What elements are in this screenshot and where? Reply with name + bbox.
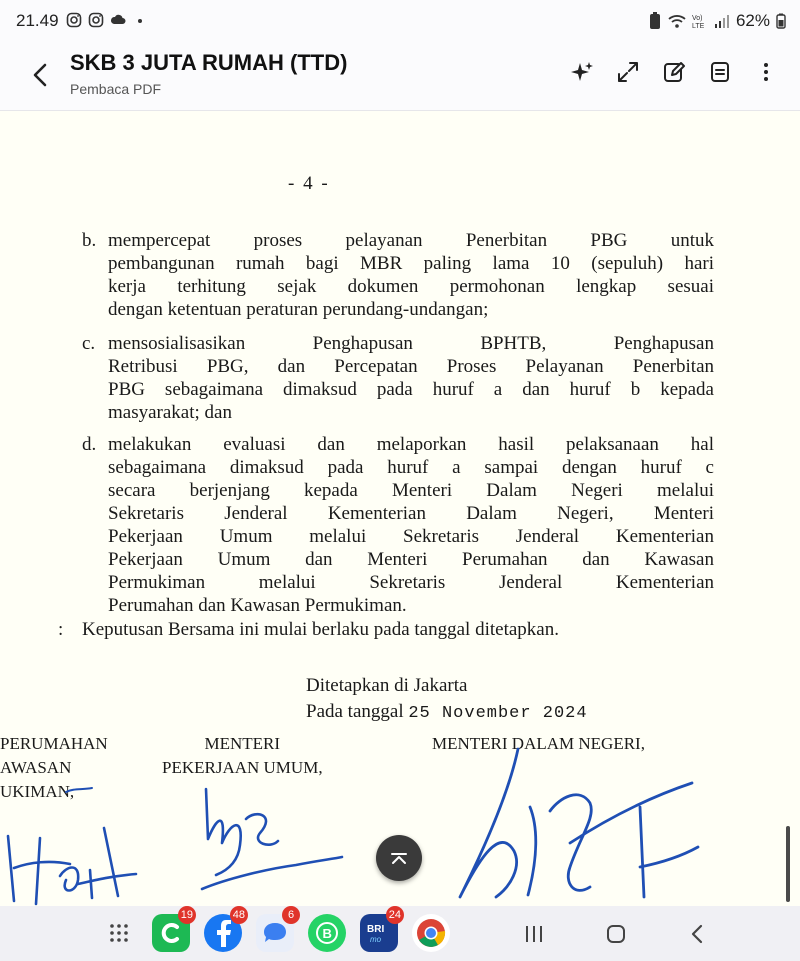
notification-badge: 19: [178, 906, 196, 924]
chat-bubble-icon: [262, 921, 288, 945]
list-item-label: d.: [82, 434, 97, 455]
text-line: mensosialisasikan Penghapusan BPHTB, Penghapusan: [108, 333, 714, 354]
notification-badge: 24: [386, 906, 404, 924]
text-line: dengan ketentuan peraturan perundang-undangan;: [108, 299, 489, 320]
app-green-c-icon[interactable]: [152, 909, 193, 952]
notes-button[interactable]: [706, 58, 734, 86]
c-letter-icon: [158, 920, 184, 946]
app-drawer-button[interactable]: [100, 914, 138, 952]
text-line: pembangunan rumah bagi MBR paling lama 10 (sepuluh) hari: [108, 253, 714, 274]
decree-text: Keputusan Bersama ini mulai berlaku pada tanggal ditetapkan.: [82, 619, 559, 640]
recents-icon: [523, 924, 545, 944]
signatory-public-works-minister: [162, 732, 323, 780]
page-number: - 4 -: [288, 173, 330, 194]
ai-assist-button[interactable]: [568, 58, 596, 86]
svg-text:mo: mo: [370, 935, 382, 944]
text-line: sebagaimana dimaksud pada huruf a sampai dengan huruf c: [108, 457, 714, 478]
pdf-page-view[interactable]: [0, 111, 800, 906]
whatsapp-b-icon: [314, 920, 340, 946]
dot-icon: [132, 12, 148, 28]
app-actions: [568, 58, 780, 86]
chevron-left-icon: [24, 58, 58, 92]
battery-percent: 62%: [735, 11, 770, 30]
text-line: Pekerjaan Umum dan Menteri Perumahan dan Kawasan: [108, 549, 714, 570]
notification-icons: [66, 12, 148, 28]
signatory-line: AWASAN: [0, 758, 72, 777]
svg-text:Vo): Vo): [691, 15, 703, 22]
instagram-icon: [88, 12, 104, 28]
text-line: masyarakat; dan: [108, 402, 232, 423]
svg-text:BRI: BRI: [367, 924, 385, 935]
signature-home-affairs-minister: [430, 747, 700, 906]
ai-sparkle-icon: [570, 60, 594, 84]
app-subtitle: Pembaca PDF: [70, 81, 162, 97]
expand-icon: [616, 60, 640, 84]
signature-public-works-minister: [186, 779, 366, 899]
notification-badge: 48: [230, 906, 248, 924]
battery-icon: [776, 13, 786, 29]
status-time: 21.49: [16, 11, 59, 30]
messages-app-icon[interactable]: [256, 909, 295, 952]
svg-text:LTE: LTE: [691, 23, 705, 30]
facebook-app-icon[interactable]: [204, 909, 245, 952]
more-options-button[interactable]: [752, 58, 780, 86]
list-item-d: [82, 433, 714, 617]
svg-text:B: B: [322, 926, 332, 941]
list-item-label: b.: [82, 230, 97, 251]
stated-place: Ditetapkan di Jakarta: [306, 675, 468, 696]
back-chevron-icon: [687, 923, 709, 945]
back-button[interactable]: [24, 58, 58, 92]
stated-date-row: [306, 699, 588, 727]
list-item-label: c.: [82, 333, 96, 354]
scroll-to-top-button[interactable]: [376, 835, 422, 881]
facebook-f-icon: [211, 919, 235, 947]
list-item-b: [82, 229, 714, 321]
recent-apps-button[interactable]: [520, 920, 548, 948]
more-vert-icon: [754, 60, 778, 84]
text-line: secara berjenjang kepada Menteri Dalam Negeri melalui: [108, 480, 714, 501]
status-bar: [0, 0, 800, 44]
text-line: melakukan evaluasi dan melaporkan hasil pelaksanaan hal: [108, 434, 714, 455]
whatsapp-business-app-icon[interactable]: [308, 914, 346, 952]
wifi-icon: [668, 13, 686, 29]
text-line: Retribusi PBG, dan Percepatan Proses Pelayanan Penerbitan: [108, 356, 714, 377]
signatory-line: MENTERI DALAM NEGERI,: [432, 734, 645, 753]
stated-date: 25 November 2024: [408, 704, 588, 723]
list-item-c: [82, 332, 714, 424]
scrollbar-thumb[interactable]: [786, 826, 790, 902]
chevron-up-double-icon: [388, 847, 410, 869]
notification-badge: 6: [282, 906, 300, 924]
navigation-bar: [0, 906, 800, 961]
text-line: kerja terhitung sejak dokumen permohonan lengkap sesuai: [108, 276, 714, 297]
text-line: Pekerjaan Umum melalui Sekretaris Jenderal Kementerian: [108, 526, 714, 547]
system-back-button[interactable]: [684, 920, 712, 948]
signatory-line: PEKERJAAN UMUM,: [162, 758, 323, 777]
stated-block: [306, 673, 588, 727]
home-icon: [605, 923, 627, 945]
chrome-app-icon[interactable]: [412, 914, 450, 952]
signal-icon: [714, 13, 730, 29]
text-line: Perumahan dan Kawasan Permukiman.: [108, 595, 407, 616]
decree-colon: :: [58, 619, 64, 640]
cloud-icon: [110, 12, 126, 28]
notes-icon: [708, 60, 732, 84]
stated-date-label: Pada tanggal: [306, 701, 404, 722]
status-right: [648, 11, 786, 31]
app-dock: [100, 909, 450, 952]
edit-icon: [662, 60, 686, 84]
battery-saver-icon: [648, 12, 662, 30]
edit-button[interactable]: [660, 58, 688, 86]
instagram-icon: [66, 12, 82, 28]
app-bar: [0, 44, 800, 111]
signatory-line: PERUMAHAN: [0, 734, 108, 753]
fullscreen-button[interactable]: [614, 58, 642, 86]
volte-icon: [692, 12, 708, 30]
list-item-text: [108, 229, 714, 321]
list-item-text: [108, 332, 714, 424]
list-item-text: [108, 433, 714, 617]
text-line: Permukiman melalui Sekretaris Jenderal Kementerian: [108, 572, 714, 593]
home-button[interactable]: [602, 920, 630, 948]
text-line: mempercepat proses pelayanan Penerbitan PBG untuk: [108, 230, 714, 251]
apps-grid-icon: [108, 922, 130, 944]
signature-housing-minister: [0, 776, 150, 906]
text-line: Sekretaris Jenderal Kementerian Dalam Negeri, Menteri: [108, 503, 714, 524]
signatory-line: MENTERI: [204, 734, 281, 753]
signatory-line: UKIMAN,: [0, 782, 75, 801]
text-line: PBG sebagaimana dimaksud pada huruf a dan huruf b kepada: [108, 379, 714, 400]
chrome-icon: [416, 918, 446, 948]
document-title: SKB 3 JUTA RUMAH (TTD): [70, 50, 348, 75]
brimo-app-icon[interactable]: [360, 909, 401, 952]
